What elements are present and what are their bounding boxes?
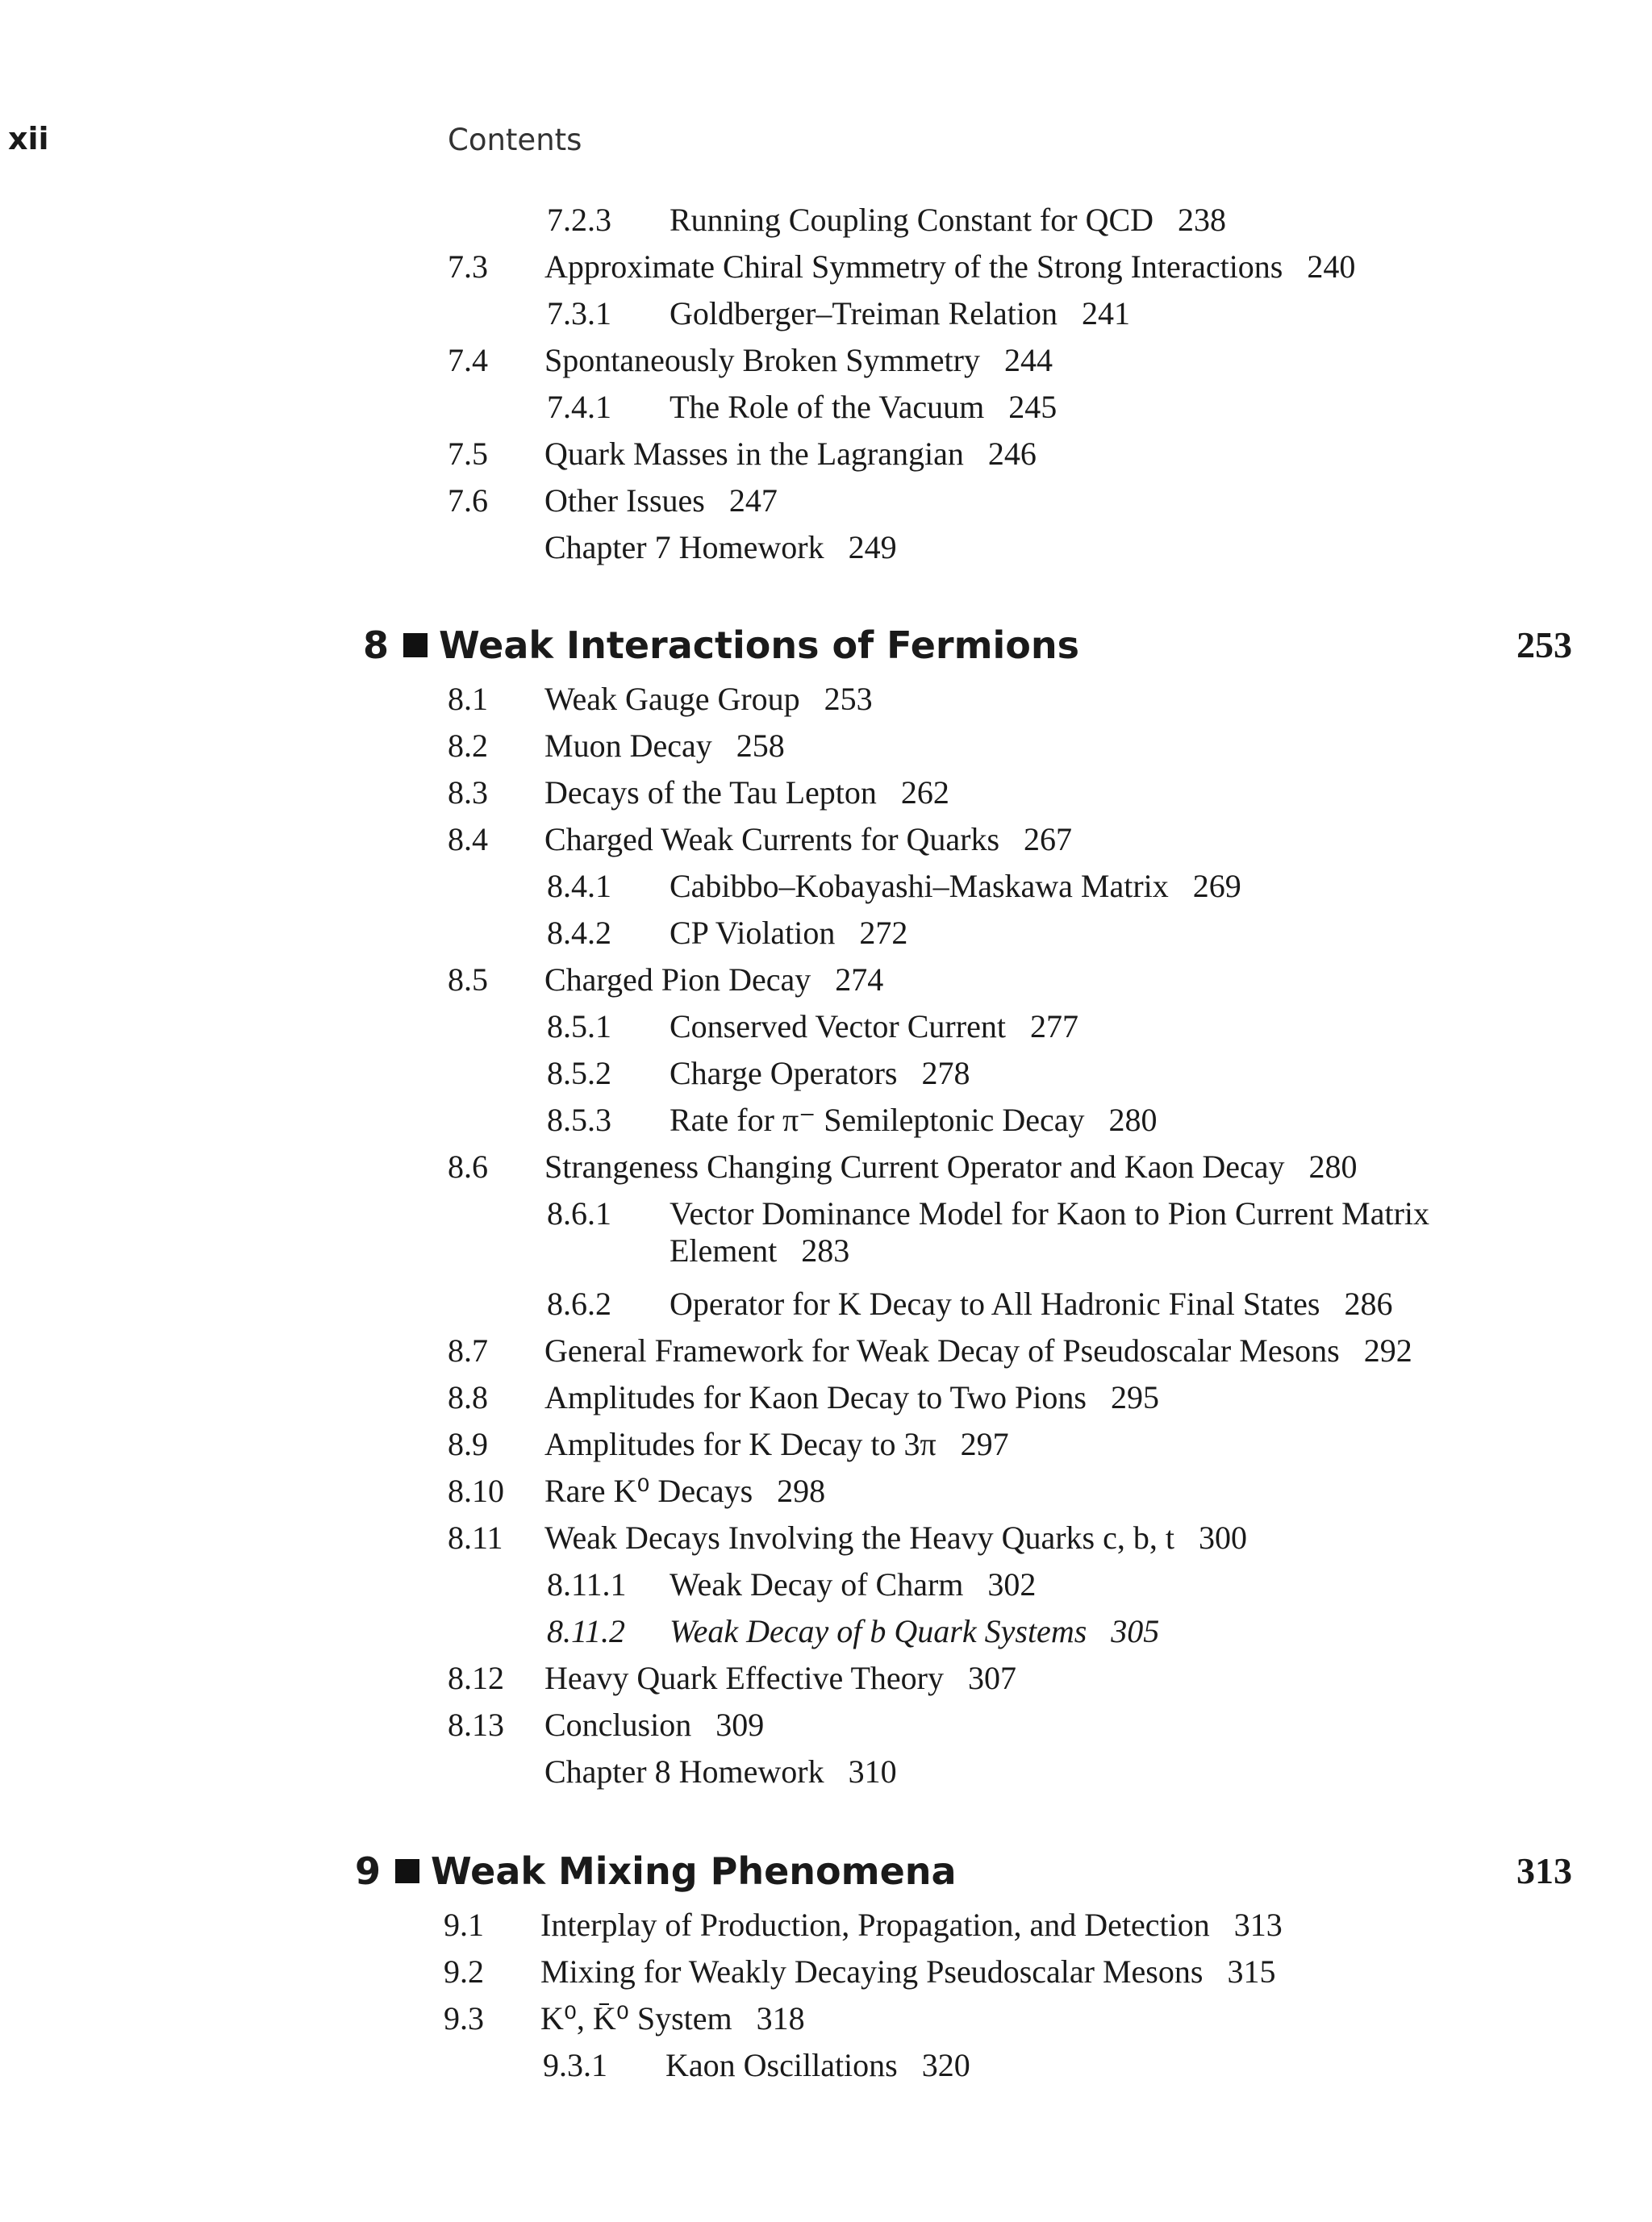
- entry-number: 8.11.2: [547, 1613, 626, 1649]
- entry-title: Conclusion: [544, 1707, 692, 1743]
- entry-page: 320: [921, 2047, 970, 2083]
- entry-number: 8.5.1: [547, 1008, 611, 1044]
- entry-title: Cabibbo–Kobayashi–Maskawa Matrix: [670, 868, 1169, 904]
- entry-page: 272: [859, 915, 908, 951]
- entry-title: Weak Decay of b Quark Systems: [670, 1613, 1087, 1649]
- entry-page: 315: [1227, 1953, 1276, 1990]
- entry-title: Charged Weak Currents for Quarks: [544, 821, 1000, 857]
- entry-title: Heavy Quark Effective Theory: [544, 1660, 944, 1696]
- entry-number: 8.6.1: [547, 1195, 611, 1232]
- entry-title: Decays of the Tau Lepton: [544, 774, 877, 811]
- entry-page: 241: [1082, 295, 1131, 331]
- entry-page: 274: [835, 961, 884, 998]
- entry-page: 305: [1111, 1613, 1160, 1649]
- entry-page: 310: [848, 1753, 897, 1790]
- entry-title: Amplitudes for Kaon Decay to Two Pions: [544, 1379, 1087, 1415]
- entry-title: Operator for K Decay to All Hadronic Final States: [670, 1286, 1320, 1322]
- entry-page: 262: [900, 774, 949, 811]
- entry-number: 8.10: [448, 1473, 504, 1509]
- entry-title: Strangeness Changing Current Operator and Kaon Decay: [544, 1149, 1285, 1185]
- entry-number: 8.5.2: [547, 1055, 611, 1091]
- entry-title: Rare K⁰ Decays: [544, 1473, 753, 1509]
- entry-number: 7.5: [448, 436, 488, 472]
- entry-title: Other Issues: [544, 482, 705, 519]
- entry-number: 8.8: [448, 1379, 488, 1415]
- entry-number: 7.2.3: [547, 202, 611, 238]
- entry-number: 9.1: [444, 1907, 484, 1943]
- entry-number: 8.4: [448, 821, 488, 857]
- entry-page: 247: [728, 482, 778, 519]
- entry-number: 7.4: [448, 342, 488, 378]
- entry-page: 249: [848, 529, 897, 565]
- entry-title: Charge Operators: [670, 1055, 898, 1091]
- entry-title: Conserved Vector Current: [670, 1008, 1006, 1044]
- entry-page: 278: [921, 1055, 970, 1091]
- entry-page: 302: [987, 1566, 1037, 1603]
- entry-number: 8.7: [448, 1332, 488, 1369]
- entry-number: 7.6: [448, 482, 488, 519]
- entry-title: The Role of the Vacuum: [670, 389, 985, 425]
- entry-number: 8.9: [448, 1426, 488, 1462]
- entry-page: 286: [1344, 1286, 1393, 1322]
- entry-page: 298: [777, 1473, 826, 1509]
- entry-title: CP Violation: [670, 915, 836, 951]
- entry-page: 280: [1108, 1102, 1158, 1138]
- entry-title: Quark Masses in the Lagrangian: [544, 436, 964, 472]
- chapter-page: 253: [1516, 624, 1572, 665]
- entry-number: 8.6.2: [547, 1286, 611, 1322]
- entry-page: 313: [1233, 1907, 1283, 1943]
- entry-number: 9.3: [444, 2000, 484, 2036]
- entry-title: Chapter 7 Homework: [544, 529, 824, 565]
- page-number: xii: [8, 121, 49, 156]
- entry-page: 258: [736, 727, 785, 764]
- entry-page: 307: [967, 1660, 1016, 1696]
- entry-title: Interplay of Production, Propagation, and Detection: [540, 1907, 1210, 1943]
- entry-number: 7.3: [448, 248, 488, 285]
- entry-number: 8.11: [448, 1520, 503, 1556]
- entry-title: Approximate Chiral Symmetry of the Strong Interactions: [544, 248, 1283, 285]
- chapter-number: 8: [363, 623, 390, 667]
- entry-number: 8.2: [448, 727, 488, 764]
- running-head: Contents: [448, 123, 582, 157]
- entry-number: 7.3.1: [547, 295, 611, 331]
- chapter-page: 313: [1516, 1850, 1572, 1891]
- entry-title: Chapter 8 Homework: [544, 1753, 824, 1790]
- chapter-number: 9: [355, 1849, 382, 1893]
- entry-page: 292: [1363, 1332, 1412, 1369]
- entry-title: Muon Decay: [544, 727, 712, 764]
- entry-page: 280: [1308, 1149, 1358, 1185]
- entry-title: Goldberger–Treiman Relation: [670, 295, 1058, 331]
- square-bullet-icon: [403, 633, 428, 657]
- entry-title: Weak Decay of Charm: [670, 1566, 964, 1603]
- entry-number: 8.12: [448, 1660, 504, 1696]
- entry-title: Running Coupling Constant for QCD: [670, 202, 1154, 238]
- entry-number: 9.3.1: [543, 2047, 607, 2083]
- entry-number: 8.1: [448, 681, 488, 717]
- chapter-heading: [363, 623, 1079, 668]
- entry-page: 269: [1192, 868, 1241, 904]
- entry-number: 8.4.1: [547, 868, 611, 904]
- entry-number: 8.3: [448, 774, 488, 811]
- chapter-title: Weak Interactions of Fermions: [439, 623, 1080, 667]
- entry-page: 318: [756, 2000, 805, 2036]
- entry-page: 309: [715, 1707, 765, 1743]
- entry-title: Amplitudes for K Decay to 3π: [544, 1426, 937, 1462]
- entry-number: 9.2: [444, 1953, 484, 1990]
- chapter-heading: [355, 1849, 957, 1894]
- chapter-title: Weak Mixing Phenomena: [431, 1849, 957, 1893]
- entry-title: K⁰, K̄⁰ System: [540, 2000, 732, 2036]
- entry-number: 8.11.1: [547, 1566, 627, 1603]
- entry-page: 267: [1024, 821, 1073, 857]
- entry-title: Kaon Oscillations: [665, 2047, 898, 2083]
- entry-number: 7.4.1: [547, 389, 611, 425]
- entry-page: 295: [1110, 1379, 1159, 1415]
- entry-page: 297: [960, 1426, 1009, 1462]
- entry-page: 238: [1178, 202, 1227, 238]
- entry-title: Weak Decays Involving the Heavy Quarks c, b, t: [544, 1520, 1174, 1556]
- entry-number: 8.5: [448, 961, 488, 998]
- entry-page: 244: [1003, 342, 1053, 378]
- entry-page: 245: [1008, 389, 1058, 425]
- entry-title: Charged Pion Decay: [544, 961, 811, 998]
- square-bullet-icon: [395, 1859, 419, 1883]
- entry-number: 8.5.3: [547, 1102, 611, 1138]
- entry-number: 8.4.2: [547, 915, 611, 951]
- entry-page: 283: [801, 1232, 850, 1269]
- entry-page: 240: [1307, 248, 1356, 285]
- entry-number: 8.13: [448, 1707, 504, 1743]
- entry-number: 8.6: [448, 1149, 488, 1185]
- entry-page: 300: [1198, 1520, 1247, 1556]
- entry-title: Vector Dominance Model for Kaon to Pion Current Matrix Element: [670, 1195, 1430, 1269]
- entry-title: Weak Gauge Group: [544, 681, 800, 717]
- entry-page: 277: [1029, 1008, 1078, 1044]
- entry-title: General Framework for Weak Decay of Pseudoscalar Mesons: [544, 1332, 1340, 1369]
- entry-title: Rate for π⁻ Semileptonic Decay: [670, 1102, 1085, 1138]
- entry-page: 246: [987, 436, 1037, 472]
- entry-title: Mixing for Weakly Decaying Pseudoscalar Mesons: [540, 1953, 1204, 1990]
- entry-title: Spontaneously Broken Symmetry: [544, 342, 980, 378]
- entry-page: 253: [824, 681, 873, 717]
